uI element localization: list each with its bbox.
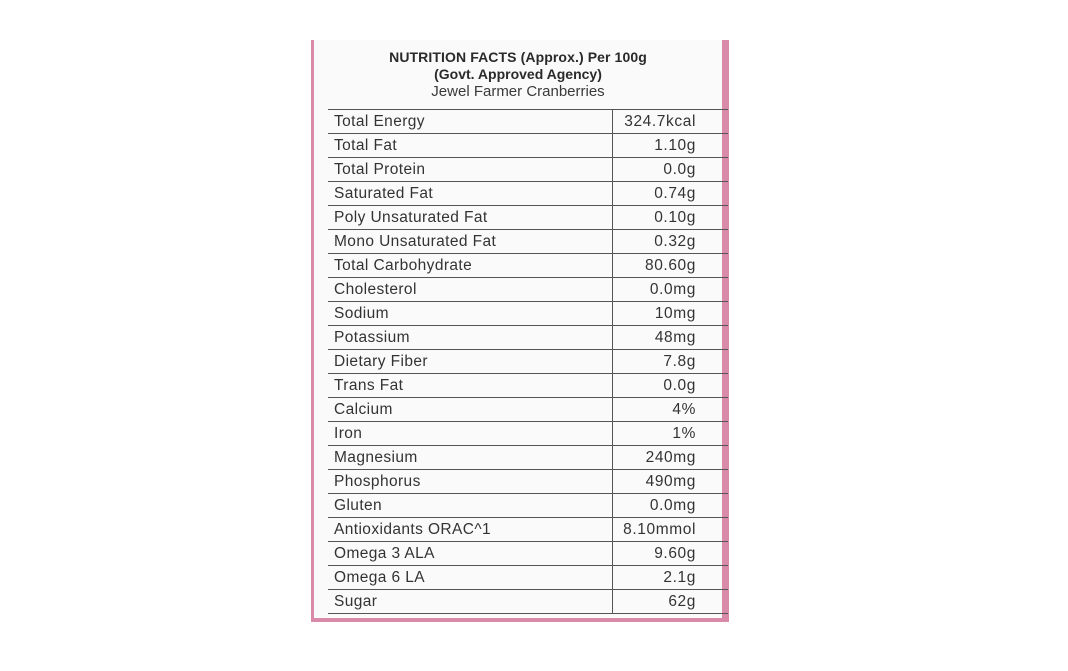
nutrition-table	[328, 109, 728, 614]
nutrient-name: Antioxidants ORAC^1	[328, 518, 613, 542]
nutrient-value: 48mg	[613, 326, 729, 350]
table-row	[328, 206, 728, 230]
table-row	[328, 134, 728, 158]
table-row	[328, 254, 728, 278]
nutrient-name: Omega 3 ALA	[328, 542, 613, 566]
nutrient-name: Cholesterol	[328, 278, 613, 302]
table-row	[328, 350, 728, 374]
nutrient-value: 1.10g	[613, 134, 729, 158]
nutrient-value: 240mg	[613, 446, 729, 470]
nutrient-value: 2.1g	[613, 566, 729, 590]
label-title: NUTRITION FACTS (Approx.) Per 100g	[389, 49, 647, 65]
nutrient-value: 0.74g	[613, 182, 729, 206]
table-row	[328, 230, 728, 254]
nutrient-name: Sugar	[328, 590, 613, 614]
table-row	[328, 518, 728, 542]
table-row	[328, 590, 728, 614]
nutrient-name: Total Protein	[328, 158, 613, 182]
nutrient-name: Potassium	[328, 326, 613, 350]
nutrient-name: Total Energy	[328, 110, 613, 134]
nutrient-name: Omega 6 LA	[328, 566, 613, 590]
table-row	[328, 566, 728, 590]
nutrition-label-photo	[311, 40, 729, 622]
table-row	[328, 182, 728, 206]
table-row	[328, 278, 728, 302]
nutrient-value: 8.10mmol	[613, 518, 729, 542]
table-row	[328, 158, 728, 182]
table-row	[328, 494, 728, 518]
nutrient-value: 324.7kcal	[613, 110, 729, 134]
table-row	[328, 446, 728, 470]
nutrient-name: Sodium	[328, 302, 613, 326]
table-row	[328, 326, 728, 350]
nutrient-name: Gluten	[328, 494, 613, 518]
nutrient-name: Total Fat	[328, 134, 613, 158]
nutrient-value: 490mg	[613, 470, 729, 494]
nutrient-value: 0.0g	[613, 158, 729, 182]
nutrient-value: 0.0mg	[613, 494, 729, 518]
nutrient-name: Dietary Fiber	[328, 350, 613, 374]
table-row	[328, 302, 728, 326]
nutrient-value: 1%	[613, 422, 729, 446]
nutrient-value: 80.60g	[613, 254, 729, 278]
table-row	[328, 110, 728, 134]
nutrient-value: 7.8g	[613, 350, 729, 374]
nutrient-value: 0.0mg	[613, 278, 729, 302]
nutrient-value: 0.10g	[613, 206, 729, 230]
table-row	[328, 374, 728, 398]
product-name: Jewel Farmer Cranberries	[431, 83, 605, 100]
label-header	[314, 40, 722, 108]
nutrient-value: 0.0g	[613, 374, 729, 398]
nutrient-value: 4%	[613, 398, 729, 422]
nutrient-name: Total Carbohydrate	[328, 254, 613, 278]
nutrient-name: Mono Unsaturated Fat	[328, 230, 613, 254]
nutrient-name: Calcium	[328, 398, 613, 422]
table-row	[328, 422, 728, 446]
nutrient-name: Phosphorus	[328, 470, 613, 494]
table-row	[328, 398, 728, 422]
nutrient-name: Iron	[328, 422, 613, 446]
nutrient-name: Poly Unsaturated Fat	[328, 206, 613, 230]
nutrient-value: 62g	[613, 590, 729, 614]
nutrient-value: 10mg	[613, 302, 729, 326]
nutrient-name: Trans Fat	[328, 374, 613, 398]
nutrient-name: Magnesium	[328, 446, 613, 470]
nutrient-name: Saturated Fat	[328, 182, 613, 206]
nutrition-table-body	[328, 110, 728, 614]
table-row	[328, 542, 728, 566]
nutrition-label	[314, 40, 722, 618]
label-subtitle: (Govt. Approved Agency)	[434, 66, 602, 82]
nutrient-value: 9.60g	[613, 542, 729, 566]
table-row	[328, 470, 728, 494]
nutrient-value: 0.32g	[613, 230, 729, 254]
